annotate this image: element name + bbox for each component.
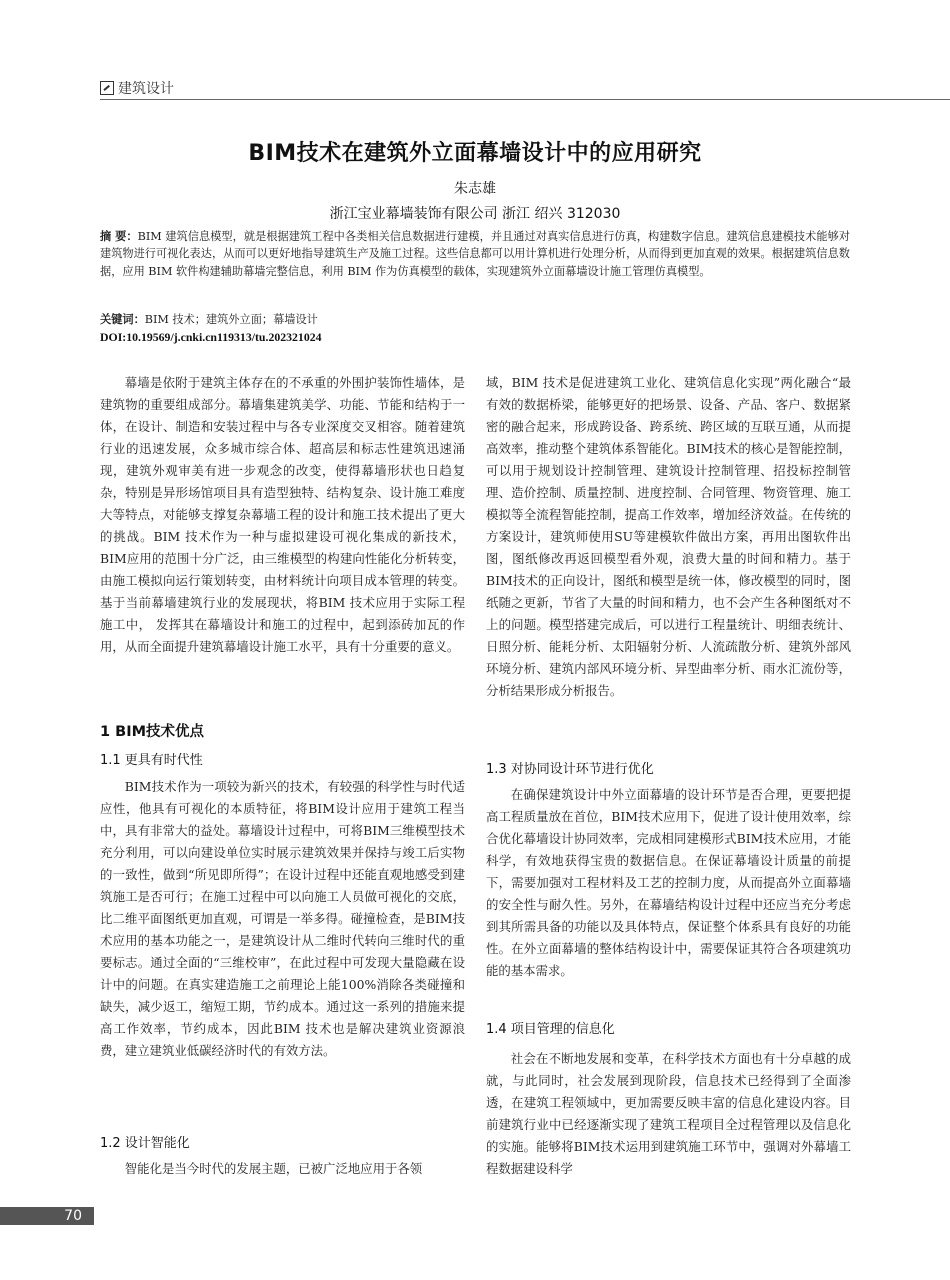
doi: DOI:10.19569/j.cnki.cn119313/tu.202321024 (100, 330, 322, 344)
page-number-bar (0, 1207, 94, 1225)
right-column-1-4 (486, 1048, 851, 1180)
left-column-intro (100, 372, 465, 658)
left-column-1-1 (100, 776, 465, 1062)
heading-section-1: 1 BIM技术优点 (100, 724, 205, 740)
article-title: BIM技术在建筑外立面幕墙设计中的应用研究 (248, 141, 702, 166)
heading-1-3: 1.3 对协同设计环节进行优化 (486, 762, 654, 777)
abstract (100, 228, 850, 280)
abstract-label: 摘 要： (100, 230, 138, 243)
author-affiliation: 浙江宝业幕墙装饰有限公司 浙江 绍兴 312030 (329, 206, 621, 222)
heading-1-1: 1.1 更具有时代性 (100, 753, 203, 768)
header-rule (100, 99, 950, 100)
heading-1-2: 1.2 设计智能化 (100, 1136, 190, 1151)
abstract-text: BIM 建筑信息模型，就是根据建筑工程中各类相关信息数据进行建模，并且通过对真实信息进行仿真，构建数字信息。建筑信息建模技术能够对建筑物进行可视化表达，从而可以更好地指导建筑生产及施工过程。这些信息都可以用计算机进行处理分析，从而得到更加直观的效果。根据建筑信息数据，应用 BIM 软件构建辅助幕墙完整信息，利用 BIM 作为仿真模型的载体，实现建筑外立面幕墙设计施工管理仿真模型。 (100, 230, 850, 278)
paragraph-1-2-continued: 域，BIM 技术是促进建筑工业化、建筑信息化实现”两化融合“最有效的数据桥梁，能够更好的把场景、设备、产品、客户、数据紧密的融合起来，形成跨设备、跨系统、跨区域的互联互通，从而提高效率，推动整个建筑体系智能化。BIM技术的核心是智能控制，可以用于规划设计控制管理、建筑设计控制管理、招投标控制管理、造价控制、质量控制、进度控制、合同管理、物资管理、施工模拟等全流程智能控制，提高工作效率，增加经济效益。在传统的方案设计，建筑师使用SU等建模软件做出方案，再用出图软件出图，图纸修改再返回模型看外观，浪费大量的时间和精力。基于BIM技术的正向设计，图纸和模型是统一体，修改模型的同时，图纸随之更新，节省了大量的时间和精力，也不会产生各种图纸对不上的问题。模型搭建完成后，可以进行工程量统计、明细表统计、日照分析、能耗分析、太阳辐射分析、人流疏散分析、建筑外部风环境分析、建筑内部风环境分析、异型曲率分析、雨水汇流份等，分析结果形成分析报告。 (486, 375, 851, 698)
paragraph-1-1: BIM技术作为一项较为新兴的技术，有较强的科学性与时代适应性，他具有可视化的本质特征，将BIM设计应用于建筑工程当中，具有非常大的益处。幕墙设计过程中，可将BIM三维模型技术充分利用，可以向建设单位实时展示建筑效果并保持与竣工后实物的一致性，做到“所见即所得”；在设计过程中还能直观地感受到建筑施工是否可行；在施工过程中可以向施工人员做可视化的交底，比二维平面图纸更加直观，可谓是一举多得。碰撞检查，是BIM技术应用的基本功能之一，是建筑设计从二维时代转向三维时代的重要标志。通过全面的“三维校审”，在此过程中可发现大量隐藏在设计中的问题。在真实建造施工之前理论上能100%消除各类碰撞和缺失，减少返工，缩短工期，节约成本。通过这一系列的措施来提高工作效率，节约成本，因此BIM 技术也是解决建筑业资源浪费，建立建筑业低碳经济时代的有效方法。 (100, 779, 465, 1058)
right-column-1-2-cont (486, 372, 851, 702)
heading-1-4: 1.4 项目管理的信息化 (486, 1022, 615, 1037)
paragraph-1-4: 社会在不断地发展和变革，在科学技术方面也有十分卓越的成就，与此同时，社会发展到现阶段，信息技术已经得到了全面渗透，在建筑工程领域中，更加需要反映丰富的信息化建设内容。目前建筑行业中已经逐渐实现了建筑工程项目全过程管理以及信息化的实施。能够将BIM技术运用到建筑施工环节中，强调对外幕墙工程数据建设科学 (486, 1051, 851, 1176)
keywords (100, 311, 318, 327)
author-name: 朱志雄 (454, 181, 496, 197)
keywords-label: 关键词： (100, 313, 145, 326)
page-number: 70 (64, 1208, 82, 1224)
section-logo-icon (100, 81, 114, 95)
journal-section-header (100, 78, 174, 98)
section-label: 建筑设计 (118, 81, 174, 97)
paragraph-1-2-start: 智能化是当今时代的发展主题，已被广泛地应用于各领 (124, 1161, 423, 1176)
keywords-text: BIM 技术；建筑外立面；幕墙设计 (144, 313, 318, 326)
left-column-1-2 (100, 1158, 465, 1180)
right-column-1-3 (486, 784, 851, 982)
paragraph-1-3: 在确保建筑设计中外立面幕墙的设计环节是否合理，更要把提高工程质量放在首位，BIM技术应用下，促进了设计使用效率，综合优化幕墙设计协同效率，完成相同建模形式BIM技术应用，才能科学，有效地获得宝贵的数据信息。在保证幕墙设计质量的前提下，需要加强对工程材料及工艺的控制力度，从而提高外立面幕墙的安全性与耐久性。另外，在幕墙结构设计过程中还应当充分考虑到其所需具备的功能以及具体特点，保证整个体系具有良好的功能性。在外立面幕墙的整体结构设计中，需要保证其符合各项建筑功能的基本需求。 (486, 787, 851, 978)
intro-paragraph: 幕墙是依附于建筑主体存在的不承重的外围护装饰性墙体，是建筑物的重要组成部分。幕墙集建筑美学、功能、节能和结构于一体，在设计、制造和安装过程中与各专业深度交叉相容。随着建筑行业的迅速发展，众多城市综合体、超高层和标志性建筑迅速涌现，建筑外观审美有进一步观念的改变，使得幕墙形状也日趋复杂，特别是异形场馆项目具有造型独特、结构复杂、设计施工难度大等特点，对能够支撑复杂幕墙工程的设计和施工技术提出了更大的挑战。BIM 技术作为一种与虚拟建设可视化集成的新技术，BIM应用的范围十分广泛，由三维模型的构建向性能化分析转变，由施工模拟向运行策划转变，由材料统计向项目成本管理的转变。基于当前幕墙建筑行业的发展现状，将BIM 技术应用于实际工程施工中， 发挥其在幕墙设计和施工的过程中，起到添砖加瓦的作用，从而全面提升建筑幕墙设计施工水平，具有十分重要的意义。 (100, 375, 465, 654)
